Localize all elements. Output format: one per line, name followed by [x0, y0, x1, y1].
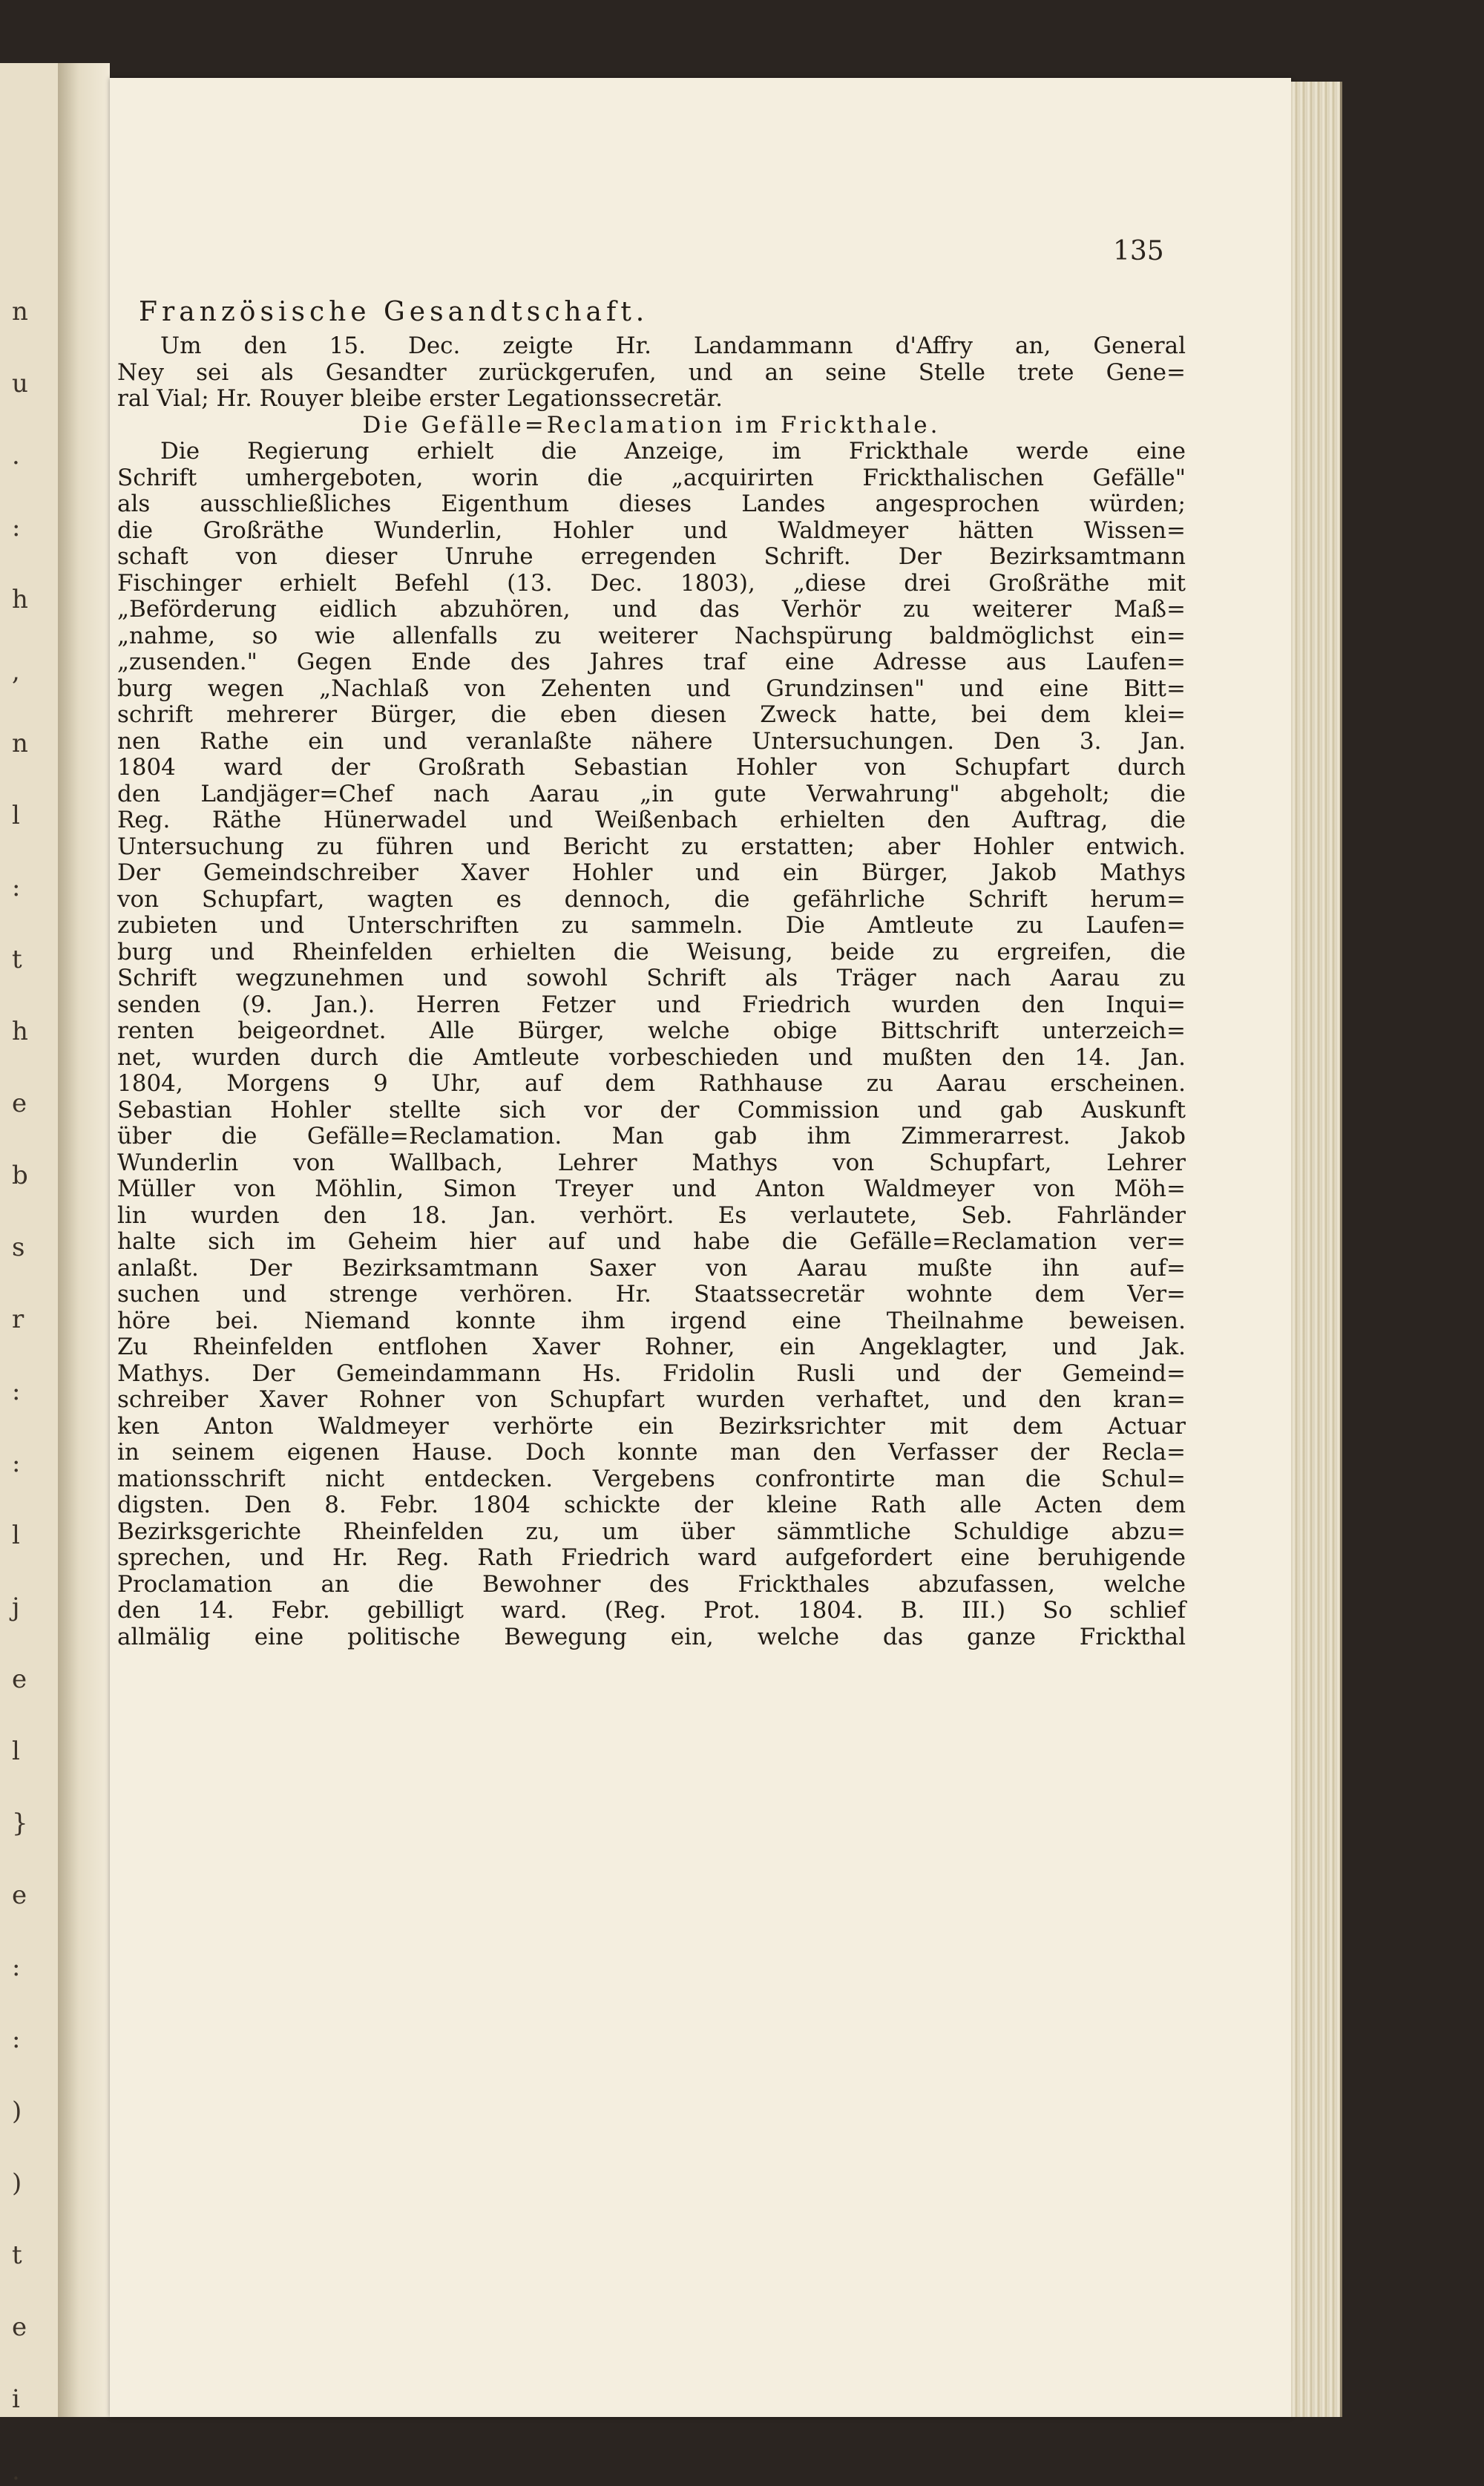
text-line: Proclamation an die Bewohner des Frickthales abzufassen, welche [117, 1570, 1186, 1598]
text-line: von Schupfart, wagten es dennoch, die gefährliche Schrift herum= [117, 885, 1186, 913]
prev-page-fragment: e [12, 1880, 27, 1910]
text-line: lin wurden den 18. Jan. verhört. Es verlautete, Seb. Fahrländer [117, 1201, 1186, 1229]
text-line: Bezirksgerichte Rheinfelden zu, um über sämmtliche Schuldige abzu= [117, 1518, 1186, 1545]
subsection-heading: Die Gefälle=Reclamation im Frickthale. [362, 411, 941, 439]
text-line: Ney sei als Gesandter zurückgerufen, und an seine Stelle trete Gene= [117, 358, 1186, 386]
text-line: Müller von Möhlin, Simon Treyer und Anton Waldmeyer von Möh= [117, 1175, 1186, 1202]
text-line: ken Anton Waldmeyer verhörte ein Bezirksrichter mit dem Actuar [117, 1412, 1186, 1440]
prev-page-fragment: : [12, 1449, 21, 1478]
text-line: anlaßt. Der Bezirksamtmann Saxer von Aarau mußte ihn auf= [117, 1254, 1186, 1282]
text-line: schrift mehrerer Bürger, die eben diesen Zweck hatte, bei dem klei= [117, 701, 1186, 728]
prev-page-fragment: e [12, 2312, 27, 2342]
text-line: Fischinger erhielt Befehl (13. Dec. 1803), „diese drei Großräthe mit [117, 569, 1186, 597]
prev-page-fragment: ) [12, 2096, 22, 2126]
prev-page-fragment: e [12, 1089, 27, 1118]
prev-page-fragment: : [12, 2024, 21, 2054]
section-header: Französische Gesandtschaft. [139, 297, 649, 327]
text-line: net, wurden durch die Amtleute vorbeschieden und mußten den 14. Jan. [117, 1043, 1186, 1071]
text-line: Die Regierung erhielt die Anzeige, im Frickthale werde eine [160, 438, 1186, 465]
text-line: „zusenden." Gegen Ende des Jahres traf eine Adresse aus Laufen= [117, 649, 1186, 675]
text-line: die Großräthe Wunderlin, Hohler und Waldmeyer hätten Wissen= [117, 516, 1186, 544]
text-line: allmälig eine politische Bewegung ein, welche das ganze Frickthal [117, 1623, 1186, 1650]
prev-page-fragment: , [12, 657, 20, 686]
text-line: schaft von dieser Unruhe erregenden Schrift. Der Bezirksamtmann [117, 543, 1186, 570]
prev-page-fragment: s [12, 1233, 25, 1262]
text-line: Der Gemeindschreiber Xaver Hohler und ein Bürger, Jakob Mathys [117, 859, 1186, 886]
prev-page-fragment: n [12, 297, 28, 327]
text-line: 1804, Morgens 9 Uhr, auf dem Rathhause zu Aarau erscheinen. [117, 1070, 1186, 1097]
text-line: den 14. Febr. gebilligt ward. (Reg. Prot. 1804. B. III.) So schlief [117, 1597, 1186, 1624]
prev-page-fragment: : [12, 1952, 21, 1982]
prev-page-fragment: ) [12, 2168, 22, 2198]
text-line: suchen und strenge verhören. Hr. Staatssecretär wohnte dem Ver= [117, 1281, 1186, 1308]
text-line: „Beförderung eidlich abzuhören, und das Verhör zu weiterer Maß= [117, 596, 1186, 623]
prev-page-fragment: l [12, 1521, 20, 1550]
prev-page-fragment: . [12, 441, 20, 470]
prev-page-fragment: e [12, 1665, 27, 1694]
prev-page-fragment: . [12, 2456, 20, 2486]
prev-page-fragment: i [12, 2384, 20, 2414]
prev-page-fragment: l [12, 801, 20, 830]
text-line: ral Vial; Hr. Rouyer bleibe erster Legationssecretär. [117, 385, 723, 412]
previous-page-edge [0, 63, 59, 2486]
text-line: Sebastian Hohler stellte sich vor der Commission und gab Auskunft [117, 1096, 1186, 1124]
prev-page-fragment: r [12, 1305, 24, 1334]
text-line: zubieten und Unterschriften zu sammeln. Die Amtleute zu Laufen= [117, 912, 1186, 939]
prev-page-fragment: : [12, 873, 21, 902]
text-line: senden (9. Jan.). Herren Fetzer und Friedrich wurden den Inqui= [117, 991, 1186, 1018]
text-line: Schrift umhergeboten, worin die „acquirirten Frickthalischen Gefälle" [117, 464, 1186, 491]
prev-page-fragment: u [12, 369, 28, 399]
text-line: renten beigeordnet. Alle Bürger, welche obige Bittschrift unterzeich= [117, 1017, 1186, 1044]
text-line: Zu Rheinfelden entflohen Xaver Rohner, ein Angeklagter, und Jak. [117, 1334, 1186, 1360]
prev-page-fragment: t [12, 2240, 22, 2270]
text-line: 1804 ward der Großrath Sebastian Hohler von Schupfart durch [117, 754, 1186, 781]
body-text [117, 333, 1186, 1650]
text-line: als ausschließliches Eigenthum dieses Landes angesprochen würden; [117, 491, 1186, 517]
prev-page-fragment: } [12, 1808, 28, 1838]
prev-page-fragment: h [12, 585, 28, 614]
text-line: mationsschrift nicht entdecken. Vergebens confrontirte man die Schul= [117, 1465, 1186, 1492]
text-line: digsten. Den 8. Febr. 1804 schickte der kleine Rath alle Acten dem [117, 1492, 1186, 1518]
prev-page-fragment: h [12, 1017, 28, 1046]
prev-page-fragment: l [12, 1736, 20, 1766]
book-gutter [58, 63, 110, 2417]
text-line: Schrift wegzunehmen und sowohl Schrift als Träger nach Aarau zu [117, 965, 1186, 991]
text-line: über die Gefälle=Reclamation. Man gab ihm Zimmerarrest. Jakob [117, 1123, 1186, 1149]
page-edges [1291, 82, 1342, 2417]
text-line: Um den 15. Dec. zeigte Hr. Landammann d'Affry an, General [160, 332, 1186, 359]
text-line: Untersuchung zu führen und Bericht zu erstatten; aber Hohler entwich. [117, 833, 1186, 860]
prev-page-fragment: t [12, 945, 22, 974]
text-line: Mathys. Der Gemeindammann Hs. Fridolin Rusli und der Gemeind= [117, 1360, 1186, 1387]
text-line: halte sich im Geheim hier auf und habe die Gefälle=Reclamation ver= [117, 1228, 1186, 1255]
prev-page-fragment: b [12, 1161, 28, 1190]
text-line: „nahme, so wie allenfalls zu weiterer Nachspürung baldmöglichst ein= [117, 622, 1186, 649]
text-line: schreiber Xaver Rohner von Schupfart wurden verhaftet, und den kran= [117, 1386, 1186, 1413]
text-line: sprechen, und Hr. Reg. Rath Friedrich ward aufgefordert eine beruhigende [117, 1544, 1186, 1571]
text-line: burg und Rheinfelden erhielten die Weisung, beide zu ergreifen, die [117, 938, 1186, 965]
text-line: Wunderlin von Wallbach, Lehrer Mathys von Schupfart, Lehrer [117, 1149, 1186, 1176]
text-line: Reg. Räthe Hünerwadel und Weißenbach erhielten den Auftrag, die [117, 807, 1186, 833]
text-line: in seinem eigenen Hause. Doch konnte man den Verfasser der Recla= [117, 1439, 1186, 1466]
prev-page-fragment: n [12, 729, 28, 758]
text-line: burg wegen „Nachlaß von Zehenten und Grundzinsen" und eine Bitt= [117, 675, 1186, 702]
text-line: nen Rathe ein und veranlaßte nähere Untersuchungen. Den 3. Jan. [117, 727, 1186, 755]
page-number: 135 [1113, 236, 1164, 266]
prev-page-fragment: j [12, 1593, 20, 1622]
text-line: höre bei. Niemand konnte ihm irgend eine Theilnahme beweisen. [117, 1307, 1186, 1334]
text-line: den Landjäger=Chef nach Aarau „in gute Verwahrung" abgeholt; die [117, 780, 1186, 807]
prev-page-fragment: : [12, 513, 21, 542]
prev-page-fragment: : [12, 1377, 21, 1406]
